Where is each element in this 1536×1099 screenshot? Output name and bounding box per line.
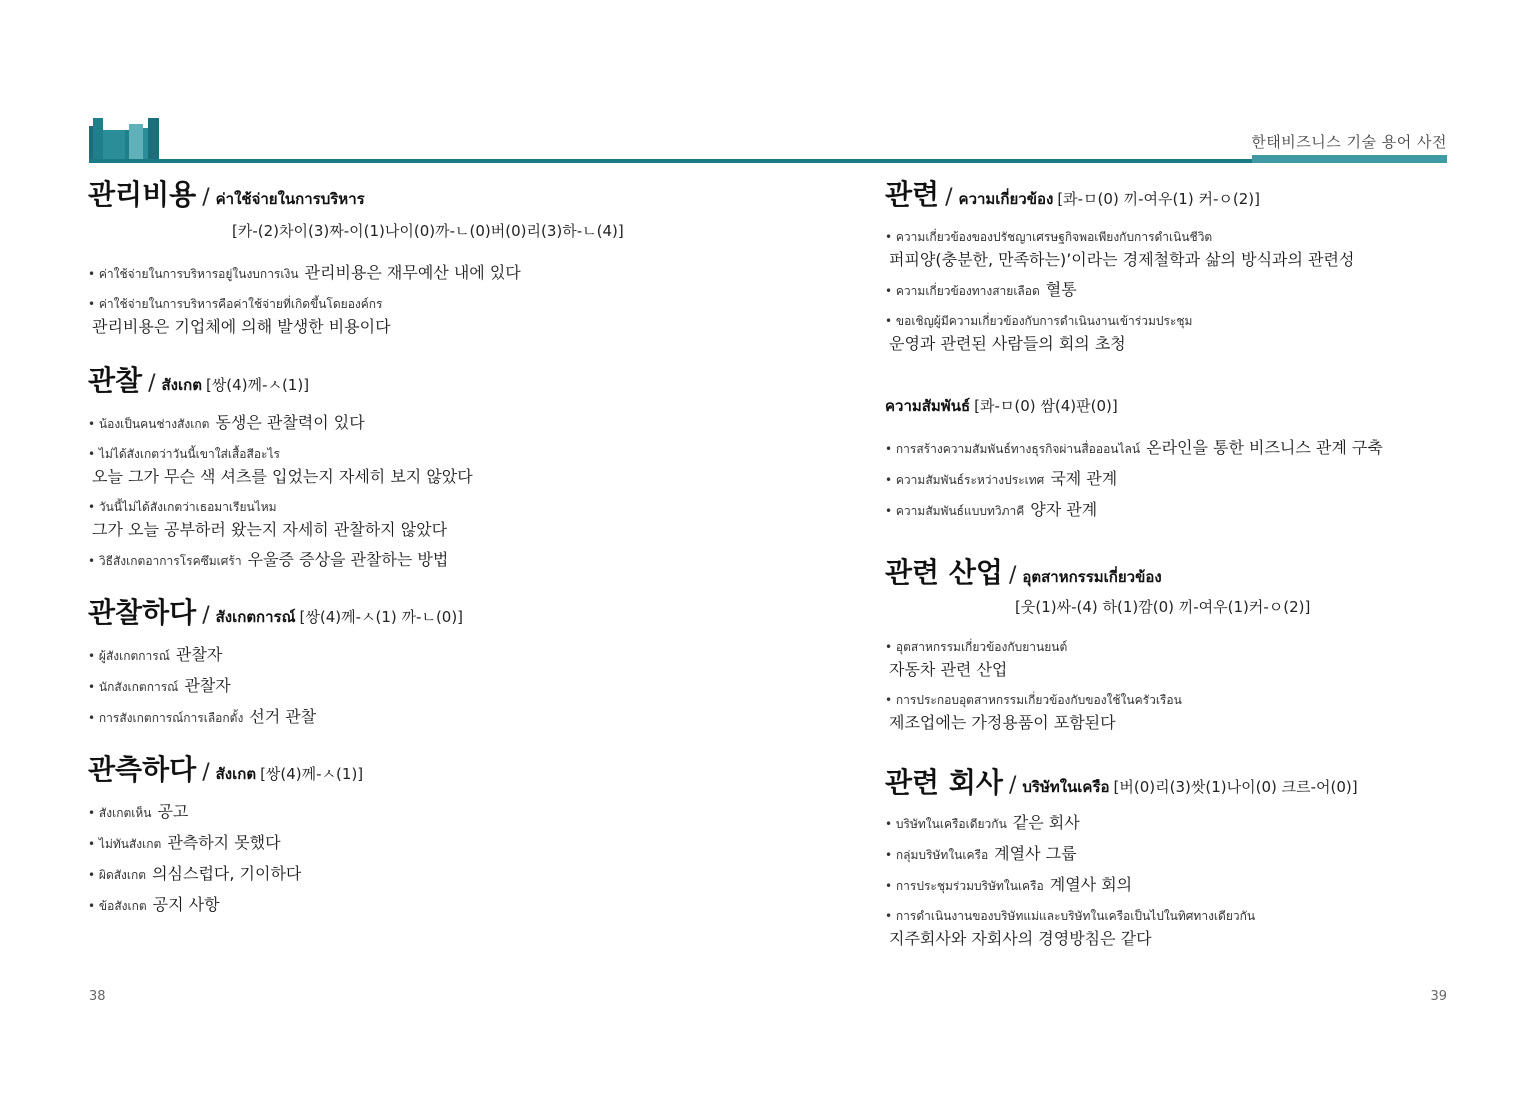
thai-term: สังเกต bbox=[161, 376, 202, 394]
headword: 관찰하다 bbox=[88, 596, 197, 629]
example-list bbox=[88, 797, 728, 921]
entry-heading: 관찰 / สังเกต [쌍(4)께-ㅅ(1)] bbox=[88, 364, 310, 397]
page-number-right: 39 bbox=[1430, 989, 1447, 1004]
book-title: 한태비즈니스 기술 용어 사전 bbox=[1251, 133, 1447, 151]
header-rule bbox=[89, 159, 1447, 163]
thai-term: ค่าใช้จ่ายในการบริหาร bbox=[215, 190, 365, 208]
slash: / bbox=[202, 185, 210, 210]
example-item: • บริษัทในเครือเดียวกัน 같은 회사 bbox=[885, 813, 1080, 832]
thai-term: อุตสาหกรรมเกี่ยวข้อง bbox=[1022, 568, 1162, 586]
example-item: • กลุ่มบริษัทในเครือ 계열사 그룹 bbox=[885, 844, 1077, 863]
right-column bbox=[885, 178, 1505, 954]
pronunciation: [콰-ㅁ(0) 끼-여우(1) 커-ㅇ(2)] bbox=[1057, 190, 1260, 208]
example-item: • ความสัมพันธ์แบบทวิภาคี 양자 관계 bbox=[885, 500, 1098, 519]
entry-heading bbox=[885, 389, 1505, 423]
thai-term: ความสัมพันธ์ bbox=[885, 397, 971, 415]
example-item: • ความเกี่ยวข้องทางสายเลือด 혈통 bbox=[885, 280, 1077, 299]
example-item: • การดำเนินงานของบริษัทแม่และบริษัทในเครือเป็นไปในทิศทางเดียวกัน 지주회사와 자회사의 경영방침은 같다 bbox=[885, 909, 1256, 948]
example-item: • นักสังเกตการณ์ 관찰자 bbox=[88, 676, 231, 695]
headword: 관련 회사 bbox=[885, 766, 1003, 799]
left-column bbox=[88, 178, 728, 921]
example-item: • ไม่ได้สังเกตว่าวันนี้เขาใส่เสื้อสีอะไร 오늘 그가 무슨 색 셔츠를 입었는지 자세히 보지 않았다 bbox=[88, 447, 473, 486]
example-item: • การประชุมร่วมบริษัทในเครือ 계열사 회의 bbox=[885, 875, 1133, 894]
headword: 관측하다 bbox=[88, 753, 197, 786]
entry bbox=[88, 178, 728, 342]
entry bbox=[885, 389, 1505, 526]
entry bbox=[885, 556, 1505, 738]
example-item: • การสร้างความสัมพันธ์ทางธุรกิจผ่านสื่อออนไลน์ 온라인을 통한 비즈니스 관계 구축 bbox=[885, 438, 1383, 457]
example-item: • ขอเชิญผู้มีความเกี่ยวข้องกับการดำเนินงานเข้าร่วมประชุม 운영과 관련된 사람들의 회의 초청 bbox=[885, 314, 1193, 353]
example-item: • อุตสาหกรรมเกี่ยวข้องกับยานยนต์ 자동차 관련 산업 bbox=[885, 640, 1068, 679]
example-list bbox=[88, 258, 728, 342]
headword: 관련 bbox=[885, 178, 940, 211]
example-list bbox=[88, 408, 728, 576]
example-item: • ผู้สังเกตการณ์ 관찰자 bbox=[88, 645, 223, 664]
example-item: • ความเกี่ยวข้องของปรัชญาเศรษฐกิจพอเพียงกับการดำเนินชีวิต 퍼피양(충분한, 만족하는)’이라는 경제철학과 삶의 방식과의 관련성 bbox=[885, 230, 1355, 269]
pronunciation: [카-(2)차이(3)짜-이(1)나이(0)까-ㄴ(0)버(0)리(3)하-ㄴ(4)] bbox=[232, 222, 624, 240]
pronunciation: [쌍(4)께-ㅅ(1)] bbox=[205, 376, 310, 394]
example-item: • ผิดสังเกต 의심스럽다, 기이하다 bbox=[88, 864, 302, 883]
example-item: • การสังเกตการณ์การเลือกตั้ง 선거 관찰 bbox=[88, 707, 317, 726]
headword: 관리비용 bbox=[88, 178, 197, 211]
entry bbox=[885, 766, 1505, 954]
example-list bbox=[885, 808, 1505, 954]
entry bbox=[88, 753, 728, 921]
pronunciation: [웃(1)싸-(4) 하(1)깜(0) 끼-여우(1)커-ㅇ(2)] bbox=[1015, 598, 1311, 616]
example-list bbox=[885, 433, 1505, 526]
example-item: • สังเกตเห็น 공고 bbox=[88, 802, 189, 821]
entry-heading bbox=[88, 178, 728, 216]
example-list bbox=[88, 640, 728, 733]
pronunciation: [쌍(4)께-ㅅ(1)] bbox=[260, 765, 364, 783]
example-item: • ไม่ทันสังเกต 관측하지 못했다 bbox=[88, 833, 281, 852]
entry-heading: 관찰하다 / สังเกตการณ์ [쌍(4)께-ㅅ(1) 까-ㄴ(0)] bbox=[88, 596, 464, 629]
example-item: • น้องเป็นคนช่างสังเกต 동생은 관찰력이 있다 bbox=[88, 413, 365, 432]
example-item: • ค่าใช้จ่ายในการบริหารคือค่าใช้จ่ายที่เกิดขึ้นโดยองค์กร 관리비용은 기업체에 의해 발생한 비용이다 bbox=[88, 297, 391, 336]
headword: 관련 산업 bbox=[885, 556, 1003, 589]
entry-heading: 관련 산업 / อุตสาหกรรมเกี่ยวข้อง bbox=[885, 556, 1162, 589]
thai-term: สังเกตการณ์ bbox=[215, 608, 296, 626]
entry bbox=[88, 364, 728, 576]
pronunciation: [쌍(4)께-ㅅ(1) 까-ㄴ(0)] bbox=[299, 608, 464, 626]
entry-heading: 관련 / ความเกี่ยวข้อง [콰-ㅁ(0) 끼-여우(1) 커-ㅇ(2)] bbox=[885, 178, 1260, 211]
example-list bbox=[885, 632, 1505, 738]
page-number-left: 38 bbox=[89, 989, 106, 1004]
pronunciation: [콰-ㅁ(0) 쌈(4)판(0)] bbox=[974, 397, 1118, 415]
example-list bbox=[885, 222, 1505, 359]
example-item: • ความสัมพันธ์ระหว่างประเทศ 국제 관계 bbox=[885, 469, 1118, 488]
pronunciation: [버(0)리(3)쌋(1)나이(0) 크르-어(0)] bbox=[1113, 778, 1358, 796]
headword: 관찰 bbox=[88, 364, 143, 397]
example-item: • การประกอบอุตสาหกรรมเกี่ยวข้องกับของใช้ในครัวเรือน 제조업에는 가정용품이 포함된다 bbox=[885, 693, 1182, 732]
entry bbox=[88, 596, 728, 733]
header-tab-bar bbox=[1252, 155, 1447, 163]
example-item: • ข้อสังเกต 공지 사항 bbox=[88, 895, 220, 914]
entry-heading: 관련 회사 / บริษัทในเครือ [버(0)리(3)쌋(1)나이(0) 크르-어(0)] bbox=[885, 766, 1358, 799]
entry bbox=[885, 178, 1505, 359]
example-item: • ค่าใช้จ่ายในการบริหารอยู่ในงบการเงิน 관리비용은 재무예산 내에 있다 bbox=[88, 263, 521, 282]
thai-term: สังเกต bbox=[215, 765, 257, 783]
book-logo-icon bbox=[89, 118, 159, 162]
example-item: • วิธีสังเกตอาการโรคซึมเศร้า 우울증 증상을 관찰하는 방법 bbox=[88, 550, 449, 569]
thai-term: บริษัทในเครือ bbox=[1022, 778, 1110, 796]
entry-heading: 관측하다 / สังเกต [쌍(4)께-ㅅ(1)] bbox=[88, 753, 364, 786]
thai-term: ความเกี่ยวข้อง bbox=[958, 190, 1054, 208]
example-item: • วันนี้ไม่ได้สังเกตว่าเธอมาเรียนไหม 그가 오늘 공부하러 왔는지 자세히 관찰하지 않았다 bbox=[88, 500, 448, 539]
